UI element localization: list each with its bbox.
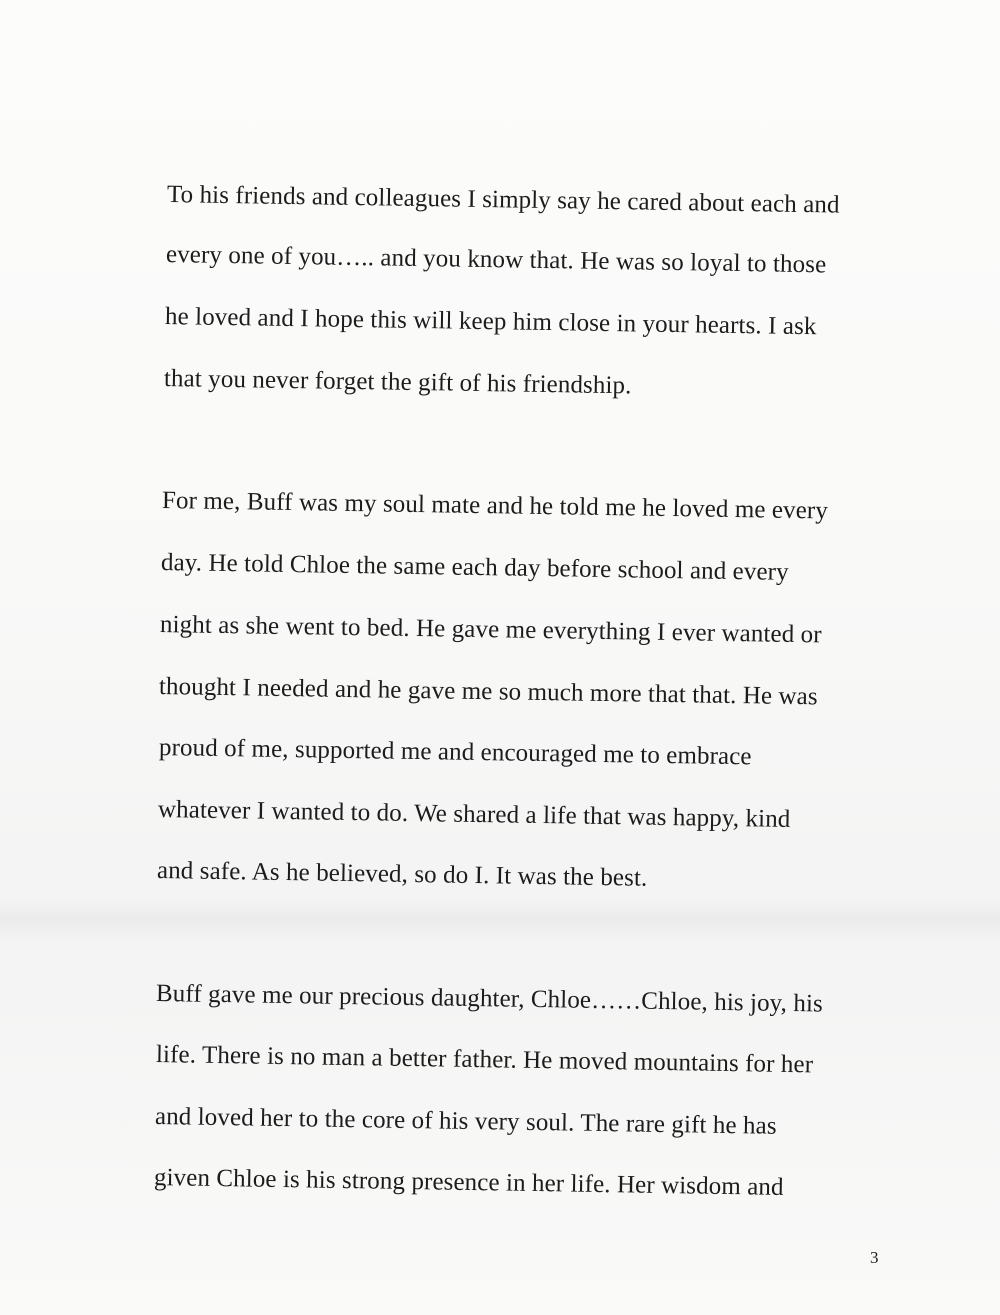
text-line: Buff gave me our precious daughter, Chloe……Chloe, his joy, his — [155, 980, 824, 1018]
text-line: and safe. As he believed, so do I. It was the best. — [156, 857, 648, 892]
text-line: every one of you….. and you know that. He was so loyal to those — [165, 241, 827, 279]
text-line: life. There is no man a better father. He moved mountains for her — [155, 1041, 814, 1079]
page-number: 3 — [870, 1248, 879, 1267]
text-line: thought I needed and he gave me so much more that that. He was — [158, 673, 818, 711]
text-line: For me, Buff was my soul mate and he told me he loved me every — [161, 487, 829, 525]
text-line: that you never forget the gift of his friendship. — [163, 365, 632, 400]
text-line: given Chloe is his strong presence in her life. Her wisdom and — [153, 1164, 784, 1201]
text-line: proud of me, supported me and encouraged me to embrace — [158, 734, 752, 771]
text-line: he loved and I hope this will keep him close in your hearts. I ask — [164, 303, 817, 341]
scan-shadow — [0, 900, 1000, 940]
text-line: whatever I wanted to do. We shared a life that was happy, kind — [157, 796, 791, 833]
text-line: day. He told Chloe the same each day before school and every — [160, 549, 789, 586]
text-line: To his friends and colleagues I simply say he cared about each and — [166, 181, 840, 219]
text-line: and loved her to the core of his very soul. The rare gift he has — [154, 1103, 777, 1140]
text-line: night as she went to bed. He gave me everything I ever wanted or — [159, 611, 822, 649]
